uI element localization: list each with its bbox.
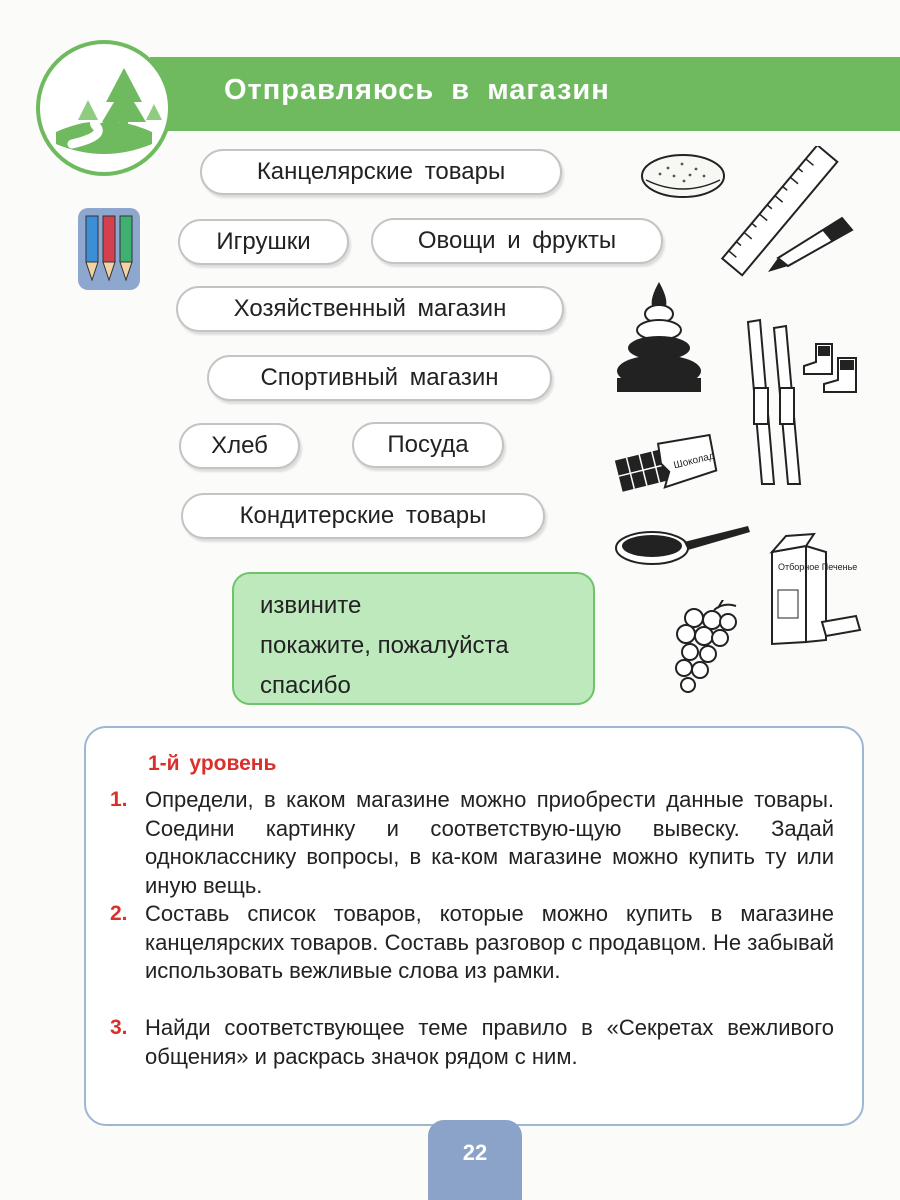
polite-word: покажите, пожалуйста	[260, 632, 509, 659]
bread-icon[interactable]	[638, 150, 728, 200]
sign-stationery[interactable]: Канцелярские товары	[200, 149, 562, 195]
task-text: Составь список товаров, которые можно купить в магазине канцелярских товаров. Составь разговор с продавцом. Не забывай использовать вежливые слова из рамки.	[145, 901, 834, 983]
task-item	[110, 900, 834, 986]
sign-toys[interactable]: Игрушки	[178, 219, 349, 265]
ski-boots-icon[interactable]	[798, 340, 868, 400]
page-title: Отправляюсь в магазин	[224, 74, 610, 106]
nature-road-icon	[36, 40, 172, 176]
svg-text:Отборное Печенье: Отборное Печенье	[778, 562, 858, 572]
polite-word: извините	[260, 592, 362, 619]
svg-text:Шоколад: Шоколад	[672, 450, 716, 472]
polite-words-box	[232, 572, 595, 705]
level-title: 1-й уровень	[148, 752, 277, 775]
sign-confectionery[interactable]: Кондитерские товары	[181, 493, 545, 539]
sign-vegetables-fruits[interactable]: Овощи и фрукты	[371, 218, 663, 264]
chocolate-icon[interactable]	[612, 432, 724, 502]
frying-pan-icon[interactable]	[612, 518, 752, 574]
pencils-icon	[78, 208, 140, 290]
sign-sports[interactable]: Спортивный магазин	[207, 355, 552, 401]
task-text: Найди соответствующее теме правило в «Секретах вежливого общения» и раскрась значок рядом с ним.	[145, 1015, 834, 1069]
page-number: 22	[428, 1120, 522, 1200]
sign-household[interactable]: Хозяйственный магазин	[176, 286, 564, 332]
pen-icon[interactable]	[758, 210, 858, 280]
polite-word: спасибо	[260, 672, 351, 699]
task-number: 1.	[110, 788, 128, 811]
task-number: 3.	[110, 1016, 128, 1039]
sign-bread[interactable]: Хлеб	[179, 423, 300, 469]
task-item	[110, 1014, 834, 1071]
task-text: Определи, в каком магазине можно приобрести данные товары. Соедини картинку и соответствую-щую вывеску. Задай однокласснику вопросы, в ка-ком магазине можно купить ту или иную вещь.	[145, 787, 834, 898]
task-number: 2.	[110, 902, 128, 925]
milk-box-icon[interactable]	[766, 530, 866, 650]
toy-pyramid-icon[interactable]	[612, 280, 706, 400]
sign-dishes[interactable]: Посуда	[352, 422, 504, 468]
grapes-icon[interactable]	[664, 600, 746, 696]
task-item	[110, 786, 834, 900]
